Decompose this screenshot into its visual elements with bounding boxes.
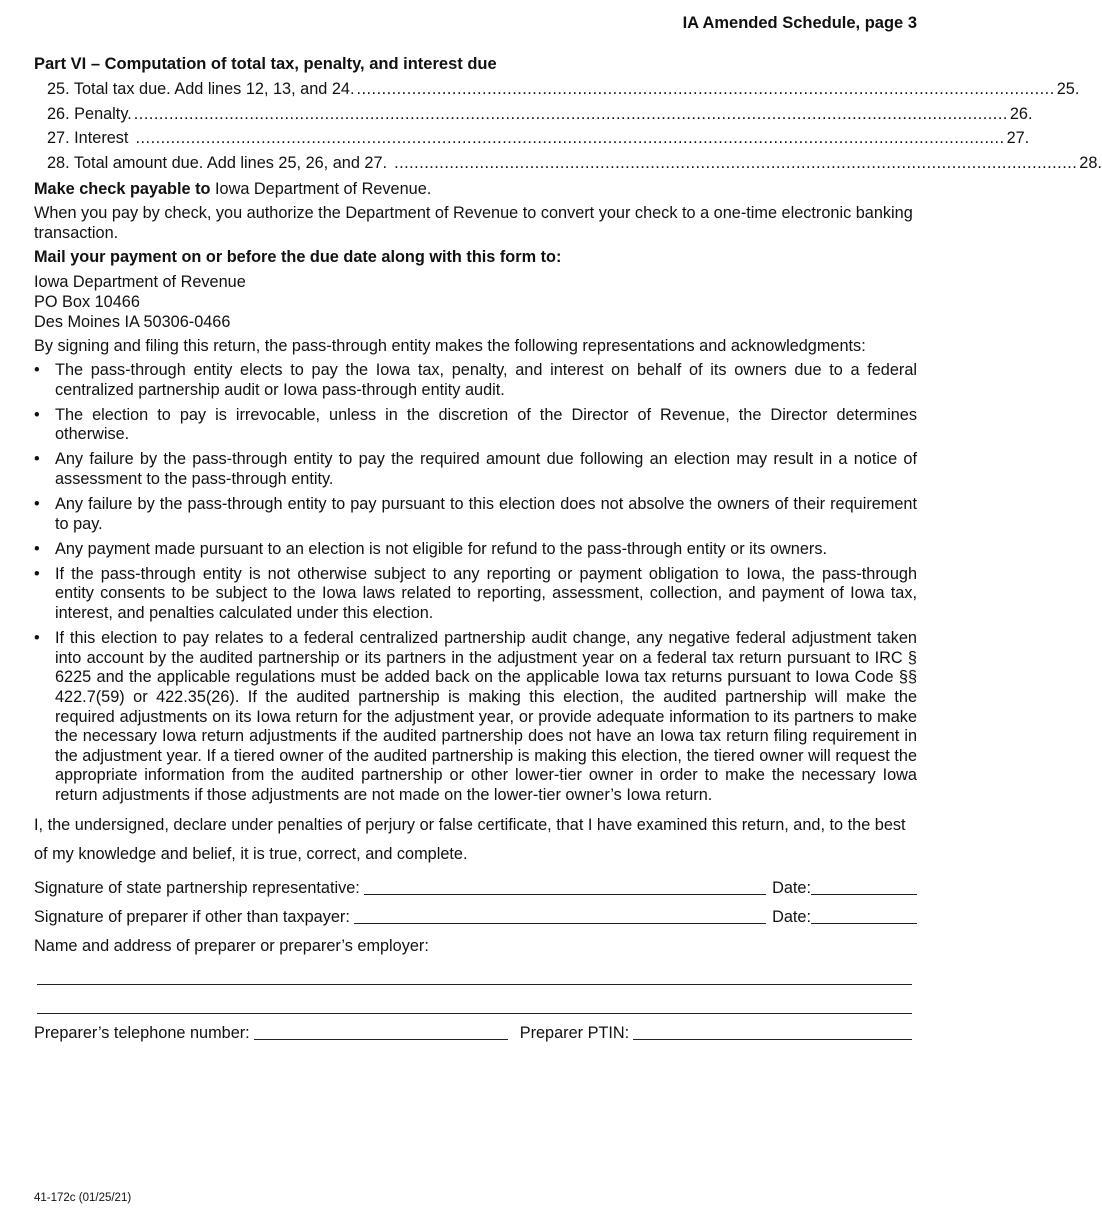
representations-list <box>34 361 917 805</box>
list-item: • Any payment made pursuant to an election is not eligible for refund to the pass-through entity or its owners. <box>34 540 917 560</box>
perjury-declaration: I, the undersigned, declare under penalties of perjury or false certificate, that I have examined this return, and, to the best of my knowledge and belief, it is true, correct, and complete. <box>34 815 906 863</box>
line-28-number: 28. <box>1079 153 1102 172</box>
mail-heading: Mail your payment on or before the due date along with this form to: <box>34 248 562 266</box>
line-25-label: 25. Total tax due. Add lines 12, 13, and 24. <box>47 80 355 98</box>
leader-dots: ........................................................................................................................................... <box>356 80 1055 98</box>
preparer-signature-label: Signature of preparer if other than taxpayer: <box>34 907 350 926</box>
preparer-signature-field[interactable] <box>354 907 766 924</box>
preparer-phone-label: Preparer’s telephone number: <box>34 1023 250 1042</box>
line-27-number: 27. <box>1006 129 1030 147</box>
line-26-number: 26. <box>1009 104 1033 123</box>
preparer-ptin-label: Preparer PTIN: <box>519 1023 630 1042</box>
address-line: Iowa Department of Revenue <box>34 273 246 291</box>
list-item: • The election to pay is irrevocable, unless in the discretion of the Director of Revenue, the Director determines otherwise. <box>34 406 917 445</box>
address-line: PO Box 10466 <box>34 293 140 311</box>
line-26 <box>47 102 1033 127</box>
list-item: • If this election to pay relates to a federal centralized partnership audit change, any negative federal adjustment taken into account by the audited partnership or its partners in the adjustment year on a federal tax return pursuant to IRC § 6225 and the applicable regulations must be added back on the applicable Iowa tax returns pursuant to Iowa Code §§ 422.7(59) or 422.35(26). If the audited partnership is making this election, the audited partnership will make the required adjustments on its Iowa return for the adjustment year, or provide adequate information to its partners to make the necessary Iowa return adjustments if the audited partnership does not have an Iowa tax return filing requirement in the adjustment year. If a tiered owner of the audited partnership is making this election, the tiered owner will request the appropriate information from the audited partnership or other lower-tier owner in order to make the necessary Iowa return adjustments if those adjustments are not made on the lower-tier owner’s Iowa return. <box>34 629 917 805</box>
address-line: Des Moines IA 50306-0466 <box>34 313 231 331</box>
preparer-phone-field[interactable] <box>254 1023 508 1040</box>
preparer-address-field-2[interactable] <box>37 985 912 1014</box>
list-item: • Any failure by the pass-through entity to pay pursuant to this election does not absolve the owners of their requirement to pay. <box>34 495 917 534</box>
line-26-label: 26. Penalty. <box>47 104 132 123</box>
representative-signature-row <box>34 869 917 898</box>
representative-date-field[interactable] <box>811 878 917 895</box>
line-27 <box>47 126 1030 151</box>
representations-intro: By signing and filing this return, the pass-through entity makes the following representations and acknowledgments: <box>34 337 866 355</box>
form-code: 41-172c (01/25/21) <box>34 1192 132 1204</box>
line-27-label: 27. Interest <box>47 129 129 147</box>
form-content <box>34 55 1102 1043</box>
page-title: IA Amended Schedule, page 3 <box>682 14 917 32</box>
part-vi-heading: Part VI – Computation of total tax, penalty, and interest due <box>34 55 497 73</box>
preparer-ptin-field[interactable] <box>633 1023 912 1040</box>
preparer-address-label: Name and address of preparer or preparer’s employer: <box>34 936 429 955</box>
mailing-address <box>34 272 917 332</box>
check-payee: Iowa Department of Revenue. <box>210 180 432 198</box>
leader-dots: ............................................................................................................................................................................. <box>130 129 1005 147</box>
list-item: • If the pass-through entity is not otherwise subject to any reporting or payment obligation to Iowa, the pass-through entity consents to be subject to the Iowa laws related to reporting, assessment, collection, and payment of Iowa tax, interest, and penalties calculated under this election. <box>34 565 917 624</box>
check-notice: When you pay by check, you authorize the Department of Revenue to convert your check to a one-time electronic banking transaction. <box>34 204 913 242</box>
representative-signature-label: Signature of state partnership representative: <box>34 878 360 897</box>
list-item: • Any failure by the pass-through entity to pay the required amount due following an election may result in a notice of assessment to the pass-through entity. <box>34 450 917 489</box>
preparer-address-label-row <box>34 927 917 956</box>
leader-dots: .............................................................................................................................................................................. <box>133 104 1008 123</box>
date-label: Date: <box>772 878 811 897</box>
check-payable-text <box>34 179 917 199</box>
preparer-signature-row <box>34 898 917 927</box>
representative-signature-field[interactable] <box>364 878 766 895</box>
leader-dots: ........................................................................................................................................ <box>389 153 1078 172</box>
line-25 <box>47 77 1080 102</box>
preparer-date-field[interactable] <box>811 907 917 924</box>
list-item: • The pass-through entity elects to pay the Iowa tax, penalty, and interest on behalf of its owners due to a federal centralized partnership audit or Iowa pass-through entity audit. <box>34 361 917 400</box>
line-25-number: 25. <box>1056 80 1080 98</box>
preparer-address-field-1[interactable] <box>37 956 912 985</box>
preparer-contact-row <box>34 1014 917 1043</box>
check-payable-bold: Make check payable to <box>34 180 211 198</box>
line-28 <box>47 151 1102 176</box>
line-28-label: 28. Total amount due. Add lines 25, 26, and 27. <box>47 153 388 172</box>
date-label: Date: <box>772 907 811 926</box>
